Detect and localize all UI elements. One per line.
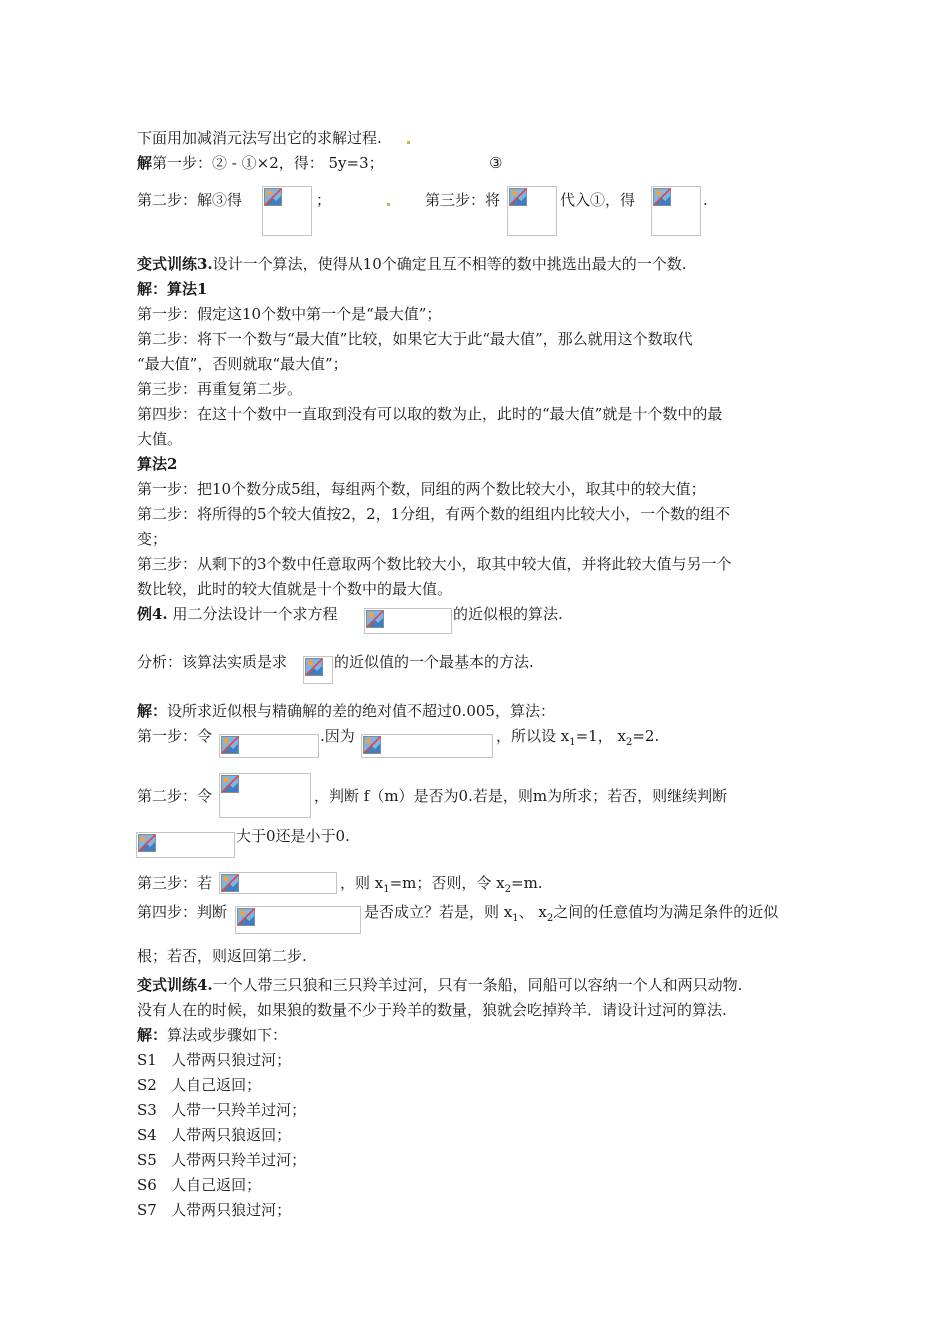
list-item: S2 人自己返回； xyxy=(137,1076,262,1094)
broken-image-icon xyxy=(653,188,671,206)
algo2-step1: 第一步：把10个数分成5组，每组两个数，同组的两个数比较大小，取其中的较大值； xyxy=(137,480,706,498)
ex4-step1: 第一步：令 xyxy=(137,727,213,745)
marker-dot xyxy=(407,141,410,144)
ex4-step4: 第四步：判断 xyxy=(137,903,228,921)
ex4-step1-b: .因为 xyxy=(320,727,355,745)
formula-image xyxy=(219,773,311,818)
list-item: S3 人带一只羚羊过河； xyxy=(137,1101,307,1119)
semicolon: ； xyxy=(316,191,332,209)
formula-image xyxy=(651,186,701,236)
circled-three: ③ xyxy=(489,154,503,172)
formula-image xyxy=(219,734,319,758)
algo1-step1: 第一步：假定这10个数中第一个是“最大值”； xyxy=(137,305,442,323)
algo1-step4-cont: 大值。 xyxy=(137,430,183,448)
formula-image xyxy=(219,872,337,894)
broken-image-icon xyxy=(237,908,255,926)
algo1-step2-cont: “最大值”，否则就取“最大值”； xyxy=(137,355,348,373)
broken-image-icon xyxy=(221,775,239,793)
example-4-solution: 解：设所求近似根与精确解的差的绝对值不超过0.005，算法： xyxy=(137,702,555,720)
algo1-step3: 第三步：再重复第二步。 xyxy=(137,380,303,398)
analysis-b: 的近似值的一个最基本的方法. xyxy=(334,653,534,671)
algo2-step3: 第三步：从剩下的3个数中任意取两个数比较大小，取其中较大值，并将此较大值与另一个 xyxy=(137,555,732,573)
broken-image-icon xyxy=(221,874,239,892)
ex4-step2-c: 大于0还是小于0. xyxy=(236,827,350,845)
formula-image xyxy=(507,186,557,236)
intro-text: 下面用加减消元法写出它的求解过程. xyxy=(137,129,382,147)
formula-image xyxy=(361,734,493,758)
algo2-step2-cont: 变； xyxy=(137,530,168,548)
variant-4-text: 没有人在的时候，如果狼的数量不少于羚羊的数量，狼就会吃掉羚羊．请设计过河的算法. xyxy=(137,1001,727,1019)
list-item: S6 人自己返回； xyxy=(137,1176,262,1194)
list-item: S5 人带两只羚羊过河； xyxy=(137,1151,307,1169)
broken-image-icon xyxy=(221,736,239,754)
algo1-step4: 第四步：在这十个数中一直取到没有可以取的数为止，此时的“最大值”就是十个数中的最 xyxy=(137,405,723,423)
period: . xyxy=(703,191,708,209)
algo2-heading: 算法2 xyxy=(137,455,178,473)
ex4-step3: 第三步：若 xyxy=(137,874,213,892)
list-item: S4 人带两只狼返回； xyxy=(137,1126,292,1144)
solve-step-2: 第二步：解③得 xyxy=(137,191,243,209)
formula-image xyxy=(136,832,235,858)
variant-4-solution: 解：算法或步骤如下： xyxy=(137,1026,288,1044)
variant-3-title: 变式训练3.设计一个算法，使得从10个确定且互不相等的数中挑选出最大的一个数. xyxy=(137,255,687,273)
formula-image xyxy=(262,186,312,236)
marker-dot xyxy=(387,203,390,206)
ex4-step4-b: 是否成立？若是，则 $x_1$、 $x_2$之间的任意值均为满足条件的近似 xyxy=(364,903,779,924)
broken-image-icon xyxy=(305,658,323,676)
ex4-step2-b: ，判断 f（m）是否为0.若是，则m为所求；若否，则继续判断 xyxy=(314,787,728,805)
algo2-step3-cont: 数比较，此时的较大值就是十个数中的最大值。 xyxy=(137,580,453,598)
broken-image-icon xyxy=(363,736,381,754)
list-item: S7 人带两只狼过河； xyxy=(137,1201,292,1219)
solve-step-3: 第三步：将 xyxy=(425,191,501,209)
formula-image xyxy=(235,906,361,934)
ex4-step2: 第二步：令 xyxy=(137,787,213,805)
variant-4-title: 变式训练4.一个人带三只狼和三只羚羊过河，只有一条船，同船可以容纳一个人和两只动物. xyxy=(137,976,743,994)
ex4-step1-c: ，所以设 $x_1=1$， $x_2=2$. xyxy=(496,727,660,748)
algo2-step2: 第二步：将所得的5个较大值按2，2，1分组，有两个数的组组内比较大小，一个数的组不 xyxy=(137,505,731,523)
example-4-title-b: 的近似根的算法. xyxy=(453,605,563,623)
ex4-step4-cont: 根；若否，则返回第二步. xyxy=(137,947,307,965)
solve-step-1: 解第一步：② - ①×2，得： 5y=3； xyxy=(137,154,384,172)
broken-image-icon xyxy=(366,610,384,628)
variant-3-solution: 解：算法1 xyxy=(137,280,208,298)
formula-image xyxy=(303,656,333,684)
broken-image-icon xyxy=(509,188,527,206)
ex4-step3-b: ，则 $x_1=m$；否则，令 $x_2=m$. xyxy=(340,874,543,895)
analysis: 分析：该算法实质是求 xyxy=(137,653,288,671)
example-4-title: 例4. 用二分法设计一个求方程 xyxy=(137,605,338,623)
list-item: S1 人带两只狼过河； xyxy=(137,1051,292,1069)
algo1-step2: 第二步：将下一个数与“最大值”比较，如果它大于此“最大值”，那么就用这个数取代 xyxy=(137,330,693,348)
broken-image-icon xyxy=(264,188,282,206)
broken-image-icon xyxy=(138,834,156,852)
solve-step-3-b: 代入①，得 xyxy=(560,191,636,209)
equation-image xyxy=(364,608,452,634)
